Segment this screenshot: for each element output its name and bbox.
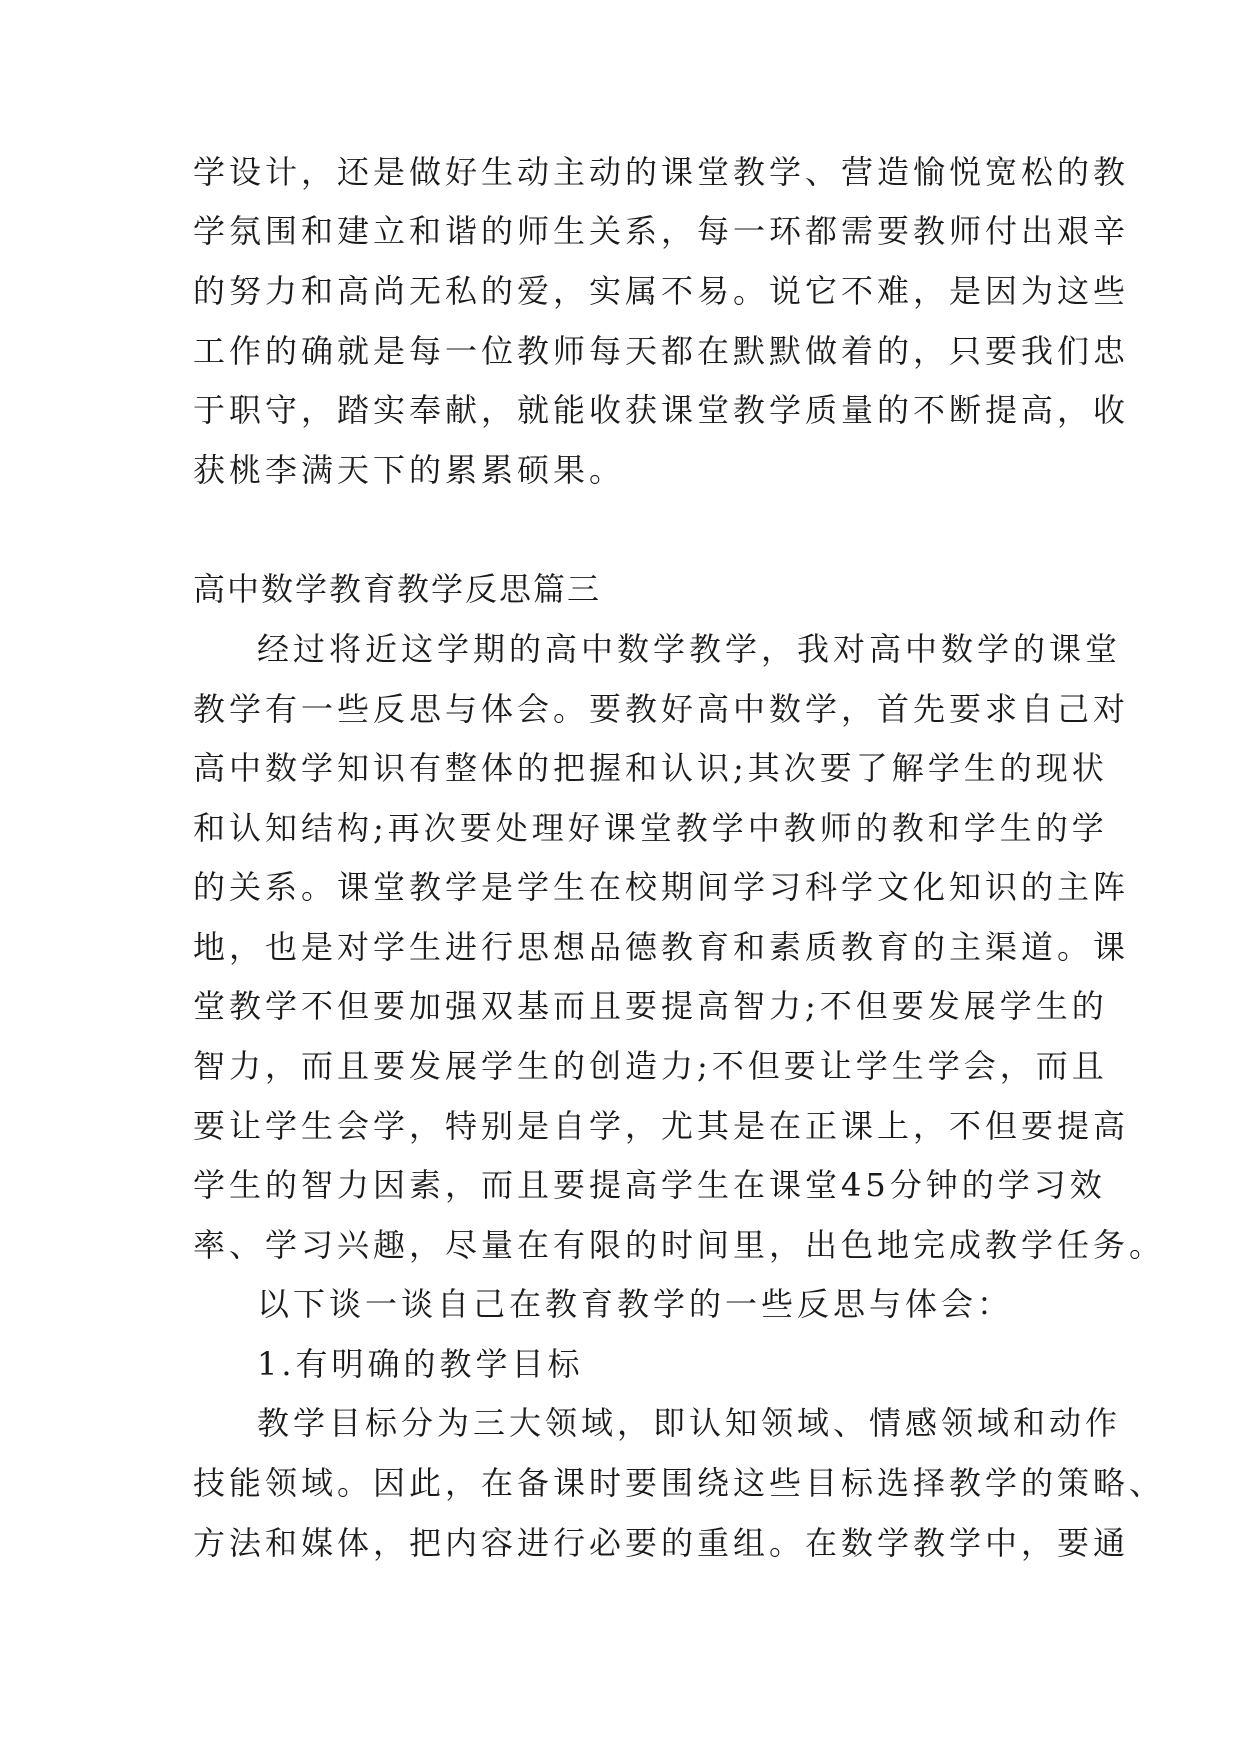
- text-line: 率、学习兴趣，尽量在有限的时间里，出色地完成教学任务。: [193, 1226, 1166, 1264]
- text-line: 高中数学知识有整体的把握和认识;其次要了解学生的现状: [193, 749, 1108, 787]
- text-line: 工作的确就是每一位教师每天都在默默做着的，只要我们忠: [193, 332, 1130, 370]
- intro-line: 以下谈一谈自己在教育教学的一些反思与体会：: [257, 1285, 1014, 1323]
- section-title: 高中数学教育教学反思篇三: [193, 570, 602, 608]
- text-line: 方法和媒体，把内容进行必要的重组。在数学教学中，要通: [193, 1524, 1130, 1562]
- text-line: 技能领域。因此，在备课时要围绕这些目标选择教学的策略、: [193, 1464, 1166, 1502]
- text-line: 要让学生会学，特别是自学，尤其是在正课上，不但要提高: [193, 1107, 1130, 1145]
- paragraph-first-line: 教学目标分为三大领域，即认知领域、情感领域和动作: [257, 1404, 1122, 1442]
- text-line: 教学有一些反思与体会。要教好高中数学，首先要求自己对: [193, 690, 1130, 728]
- text-line: 智力，而且要发展学生的创造力;不但要让学生学会，而且: [193, 1047, 1108, 1085]
- text-line: 的关系。课堂教学是学生在校期间学习科学文化知识的主阵: [193, 868, 1130, 906]
- text-line: 获桃李满天下的累累硕果。: [193, 451, 626, 489]
- paragraph-first-line: 经过将近这学期的高中数学教学，我对高中数学的课堂: [257, 630, 1122, 668]
- text-line: 堂教学不但要加强双基而且要提高智力;不但要发展学生的: [193, 987, 1108, 1025]
- text-line: 学氛围和建立和谐的师生关系，每一环都需要教师付出艰辛: [193, 212, 1130, 250]
- text-line: 地，也是对学生进行思想品德教育和素质教育的主渠道。课: [193, 928, 1130, 966]
- text-line: 学生的智力因素，而且要提高学生在课堂45分钟的学习效: [193, 1166, 1106, 1204]
- text-line: 和认知结构;再次要处理好课堂教学中教师的教和学生的学: [193, 809, 1108, 847]
- point-title: 1.有明确的教学目标: [257, 1345, 584, 1383]
- text-line: 的努力和高尚无私的爱，实属不易。说它不难，是因为这些: [193, 272, 1130, 310]
- text-line: 于职守，踏实奉献，就能收获课堂教学质量的不断提高，收: [193, 391, 1130, 429]
- text-line: 学设计，还是做好生动主动的课堂教学、营造愉悦宽松的教: [193, 153, 1130, 191]
